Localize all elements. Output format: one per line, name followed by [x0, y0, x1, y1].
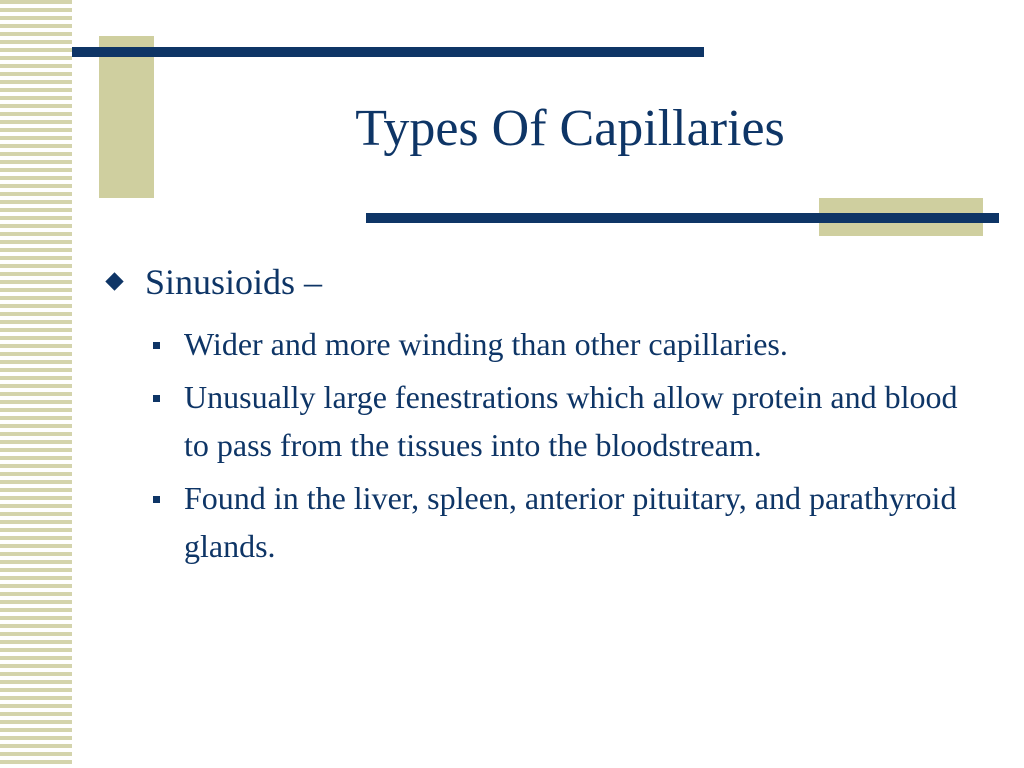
- bullet-level1-text: Sinusioids –: [145, 262, 323, 302]
- diamond-bullet-icon: [105, 272, 123, 290]
- bullet-level1: [106, 258, 322, 306]
- sub-bullet-list: [153, 320, 973, 575]
- square-bullet-icon: [153, 395, 160, 402]
- sub-bullet-text: Unusually large fenestrations which allow protein and blood to pass from the tissues into the bloodstream.: [184, 379, 958, 463]
- slide-title: Types Of Capillaries: [355, 100, 785, 157]
- sub-bullet-item: [153, 320, 973, 368]
- sub-bullet-text: Wider and more winding than other capillaries.: [184, 326, 788, 362]
- square-bullet-icon: [153, 342, 160, 349]
- square-bullet-icon: [153, 496, 160, 503]
- sub-bullet-item: [153, 373, 973, 469]
- sub-bullet-item: [153, 474, 973, 570]
- sub-bullet-text: Found in the liver, spleen, anterior pituitary, and parathyroid glands.: [184, 480, 957, 564]
